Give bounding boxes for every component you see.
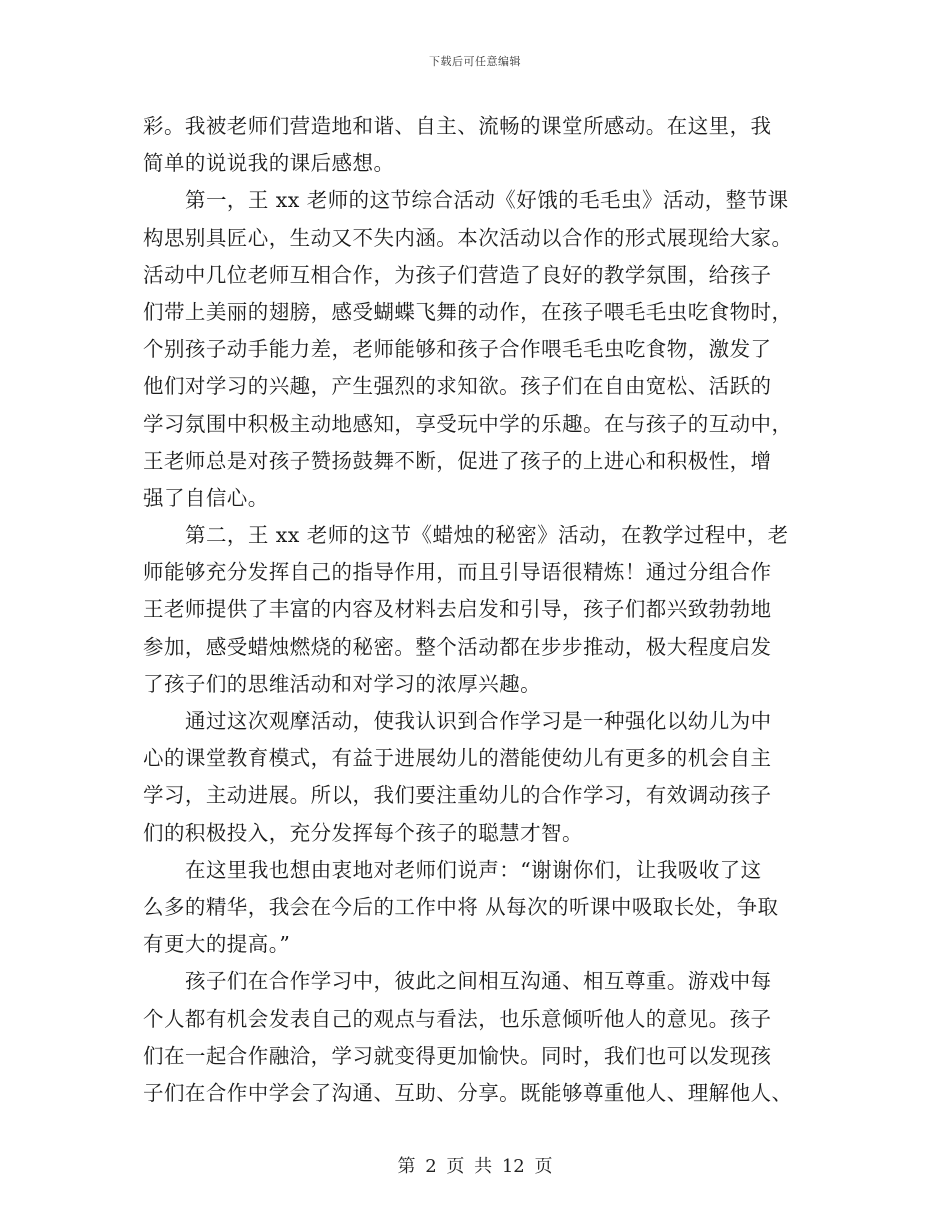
text-line: 师能够充分发挥自己的指导作用，而且引导语很精炼！通过分组合作 bbox=[143, 560, 772, 585]
text-line: 学习氛围中积极主动地感知，享受玩中学的乐趣。在与孩子的互动中， bbox=[143, 411, 793, 436]
text-line: 强了自信心。 bbox=[143, 485, 269, 510]
text-line: 们在一起合作融洽，学习就变得更加愉快。同时，我们也可以发现孩 bbox=[143, 1043, 772, 1068]
text-line: 么多的精华，我会在今后的工作中将 从每次的听课中吸取长处，争取 bbox=[143, 894, 779, 919]
text-line: 有更大的提高。” bbox=[143, 932, 291, 957]
text-line: 他们对学习的兴趣，产生强烈的求知欲。孩子们在自由宽松、活跃的 bbox=[143, 374, 772, 399]
paragraph-start-line: 在这里我也想由衷地对老师们说声：“谢谢你们，让我吸收了这 bbox=[185, 857, 762, 882]
text-line: 了孩子们的思维活动和对学习的浓厚兴趣。 bbox=[143, 671, 542, 696]
text-line: 参加，感受蜡烛燃烧的秘密。整个活动都在步步推动，极大程度启发 bbox=[143, 634, 772, 659]
text-line: 个人都有机会发表自己的观点与看法，也乐意倾听他人的意见。孩子 bbox=[143, 1006, 772, 1031]
text-line: 简单的说说我的课后感想。 bbox=[143, 151, 395, 176]
text-line: 个别孩子动手能力差，老师能够和孩子合作喂毛毛虫吃食物，激发了 bbox=[143, 337, 772, 362]
paragraph-start-line: 通过这次观摩活动，使我认识到合作学习是一种强化以幼儿为中 bbox=[185, 709, 772, 733]
paragraph-start-line: 第一，王 xx 老师的这节综合活动《好饿的毛毛虫》活动，整节课 bbox=[185, 188, 789, 213]
text-line: 们带上美丽的翅膀，感受蝴蝶飞舞的动作，在孩子喂毛毛虫吃食物时， bbox=[143, 299, 793, 324]
text-line: 王老师提供了丰富的内容及材料去启发和引导，孩子们都兴致勃勃地 bbox=[143, 597, 772, 622]
page-header: 下载后可任意编辑 bbox=[429, 55, 521, 68]
text-line: 活动中几位老师互相合作，为孩子们营造了良好的教学氛围，给孩子 bbox=[143, 262, 772, 287]
paragraph-start-line: 第二，王 xx 老师的这节《蜡烛的秘密》活动，在教学过程中，老 bbox=[185, 523, 789, 548]
text-line: 构思别具匠心，生动又不失内涵。本次活动以合作的形式展现给大家。 bbox=[143, 225, 793, 250]
page-footer: 第 2 页 共 12 页 bbox=[397, 1156, 553, 1177]
text-line: 们的积极投入，充分发挥每个孩子的聪慧才智。 bbox=[143, 820, 583, 845]
text-line: 子们在合作中学会了沟通、互助、分享。既能够尊重他人、理解他人、 bbox=[143, 1080, 793, 1105]
text-line: 心的课堂教育模式，有益于进展幼儿的潜能使幼儿有更多的机会自主 bbox=[143, 746, 772, 771]
text-line: 学习，主动进展。所以，我们要注重幼儿的合作学习，有效调动孩子 bbox=[143, 783, 772, 808]
text-line: 彩。我被老师们营造地和谐、自主、流畅的课堂所感动。在这里，我 bbox=[143, 114, 772, 138]
text-line: 王老师总是对孩子赞扬鼓舞不断，促进了孩子的上进心和积极性，增 bbox=[143, 448, 772, 473]
body-text bbox=[143, 108, 807, 1112]
paragraph-start-line: 孩子们在合作学习中，彼此之间相互沟通、相互尊重。游戏中每 bbox=[185, 969, 772, 994]
